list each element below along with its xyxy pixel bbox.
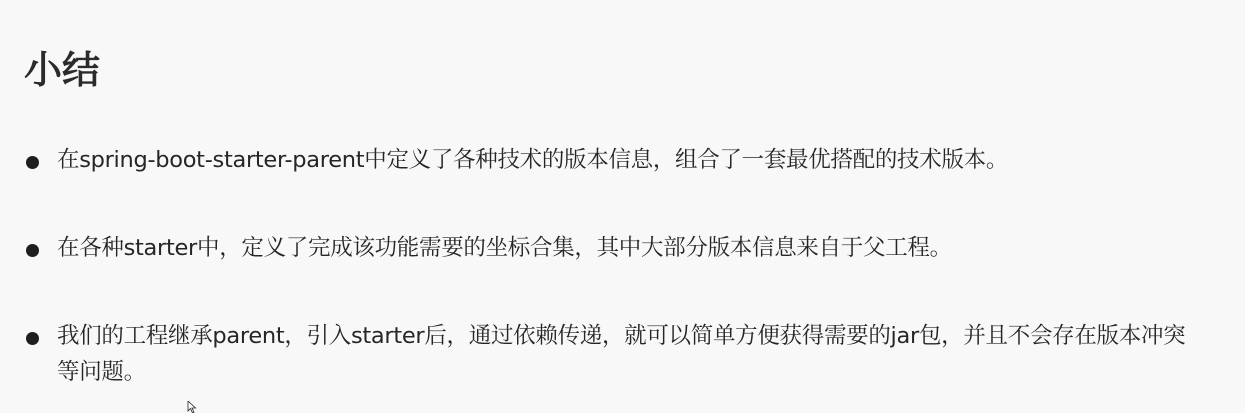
bullet-text: 我们的工程继承parent，引入starter后，通过依赖传递，就可以简单方便获得需要的jar包，并且不会存在版本冲突等问题。: [57, 323, 1186, 385]
mouse-pointer-icon: [187, 401, 197, 413]
bullet-point-icon: [26, 332, 39, 345]
bullet-text: 在各种starter中，定义了完成该功能需要的坐标合集，其中大部分版本信息来自于父工程。: [57, 235, 952, 261]
bullet-point-icon: [26, 156, 39, 169]
bullet-text: 在spring-boot-starter-parent中定义了各种技术的版本信息，组合了一套最优搭配的技术版本。: [57, 147, 1009, 173]
bullet-point-icon: [26, 244, 39, 257]
slide-title: 小结: [24, 48, 101, 92]
